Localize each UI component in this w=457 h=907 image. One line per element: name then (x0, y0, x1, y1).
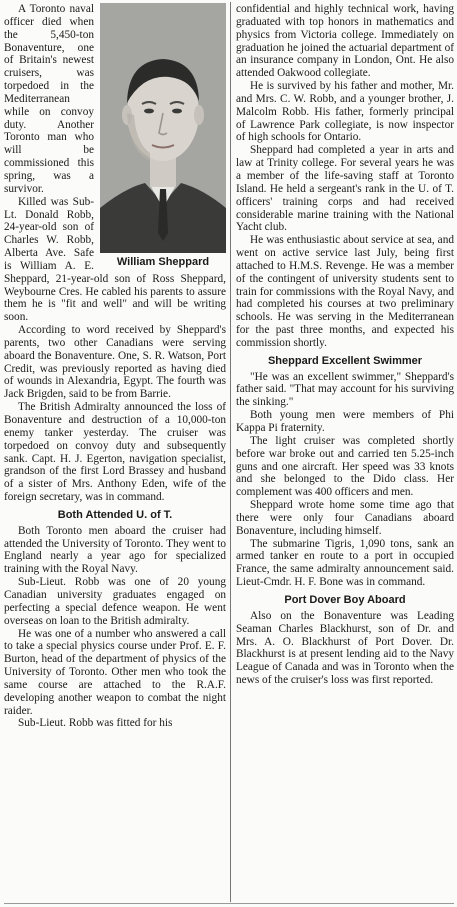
paragraph: Sub-Lieut. Robb was fitted for his (18, 717, 173, 730)
paragraph: Killed was Sub-Lt. Donald Robb, 24-year-old son of Charles W. Robb, Alberta Ave. Safe is William A. E. Sheppard, 21-year-old son of Ross Sheppard, Weybourne Cres. He cabled his parents to assure them he is "fit and well" and will be writing soon. (4, 195, 226, 324)
paragraph: He is survived by his father and mother, Mr. and Mrs. C. W. Robb, and a younger brother, J. Malcolm Robb. His father, formerly principal of Lawrence Park collegiate, is now inspector of high schools for Ontario. (236, 80, 454, 144)
left-column (4, 3, 226, 730)
paragraph: "He was an excellent swimmer," Sheppard's father said. "That may account for his surviving the sinking." (236, 370, 454, 409)
paragraph: confidential and highly technical work, having graduated with top honors in mathematics and physics from Victoria college. Immediately on graduation he joined the actuarial department of an insurance company in London, Ont. He also attended Oakwood collegiate. (236, 3, 454, 80)
paragraph: He was enthusiastic about service at sea, and went on active service last July, being first attached to H.M.S. Revenge. He was a member of the contingent of university students sent to train for commissions with the Royal Navy, and had completed his courses at two preliminary schools. He was serving in the Mediterranean for the past three months, and expected his commission shortly. (236, 234, 454, 349)
subheading: Both Attended U. of T. (57, 508, 173, 521)
paragraph: Also on the Bonaventure was Leading Seaman Charles Blackhurst, son of Dr. and Mrs. A. O. Blackhurst of Port Dover. Dr. Blackhurst is at present lending aid to the Navy League of Canada and was in Toronto when the news of the cruiser's loss was first reported. (236, 609, 454, 687)
paragraph: According to word received by Sheppard's parents, two other Canadians were serving aboard the Bonaventure. One, S. R. Watson, Port Credit, was previously reported as having died of wounds in Alexandria, Egypt. The fourth was Jack Brigden, said to be from Barrie. (4, 324, 226, 401)
column-divider (230, 2, 231, 902)
portrait-photo (100, 3, 226, 253)
subheading: Port Dover Boy Aboard (284, 593, 406, 606)
paragraph: Both Toronto men aboard the cruiser had attended the University of Toronto. They went to England nearly a year ago for specialized training with the Royal Navy. (4, 524, 226, 576)
paragraph: Sheppard had completed a year in arts and law at Trinity college. For several years he was a member of the life-saving staff at Toronto Island. He held a sergeant's rank in the U. of T. officers' training corps and had received considerable marine training with the National Yacht club. (236, 144, 454, 234)
subheading: Sheppard Excellent Swimmer (267, 354, 423, 367)
paragraph: The light cruiser was completed shortly before war broke out and carried ten 5.25-inch guns and one aircraft. Her speed was 33 knots and she belonged to the Dido class. Her complement was 400 officers and men. (236, 434, 454, 499)
paragraph: The British Admiralty announced the loss of Bonaventure and destruction of a 10,000-ton enemy tanker yesterday. The cruiser was torpedoed on convoy duty and subsequently sank. Capt. H. J. Egerton, navigation specialist, grandson of the first Lord Brassey and husband of a sister of Mrs. Anthony Eden, wife of the foreign secretary, was in command. (4, 401, 226, 504)
paragraph: Both young men were members of Phi Kappa Pi fraternity. (236, 409, 454, 434)
paragraph: The submarine Tigris, 1,090 tons, sank an armed tanker en route to a port in occupied France, the same admiralty announcement said. Lieut-Cmdr. H. F. Bone was in command. (236, 537, 454, 589)
right-column (236, 3, 454, 687)
portrait-illustration (100, 3, 226, 253)
photo-caption: William Sheppard (116, 256, 210, 268)
paragraph: A Toronto naval officer died when the 5,450-ton Bonaventure, one of Britain's newest cruisers, was torpedoed in the Mediterranean while on convoy duty. Another Toronto man who will be commissioned this spring, was a survivor. (4, 3, 94, 195)
paragraph: Sub-Lieut. Robb was one of 20 young Canadian university graduates engaged on perfecting a special defence weapon. He went overseas on loan to the British admiralty. (4, 576, 226, 627)
paragraph: Sheppard wrote home some time ago that there were only four Canadians aboard Bonaventure, including himself. (236, 499, 454, 537)
paragraph: He was one of a number who answered a call to take a special physics course under Prof. E. F. Burton, head of the department of physics of the University of Toronto. Other men who took the same course are attached to the R.A.F. developing another weapon to combat the night raider. (4, 627, 226, 717)
photo-block (100, 3, 226, 269)
bottom-rule (4, 903, 454, 904)
